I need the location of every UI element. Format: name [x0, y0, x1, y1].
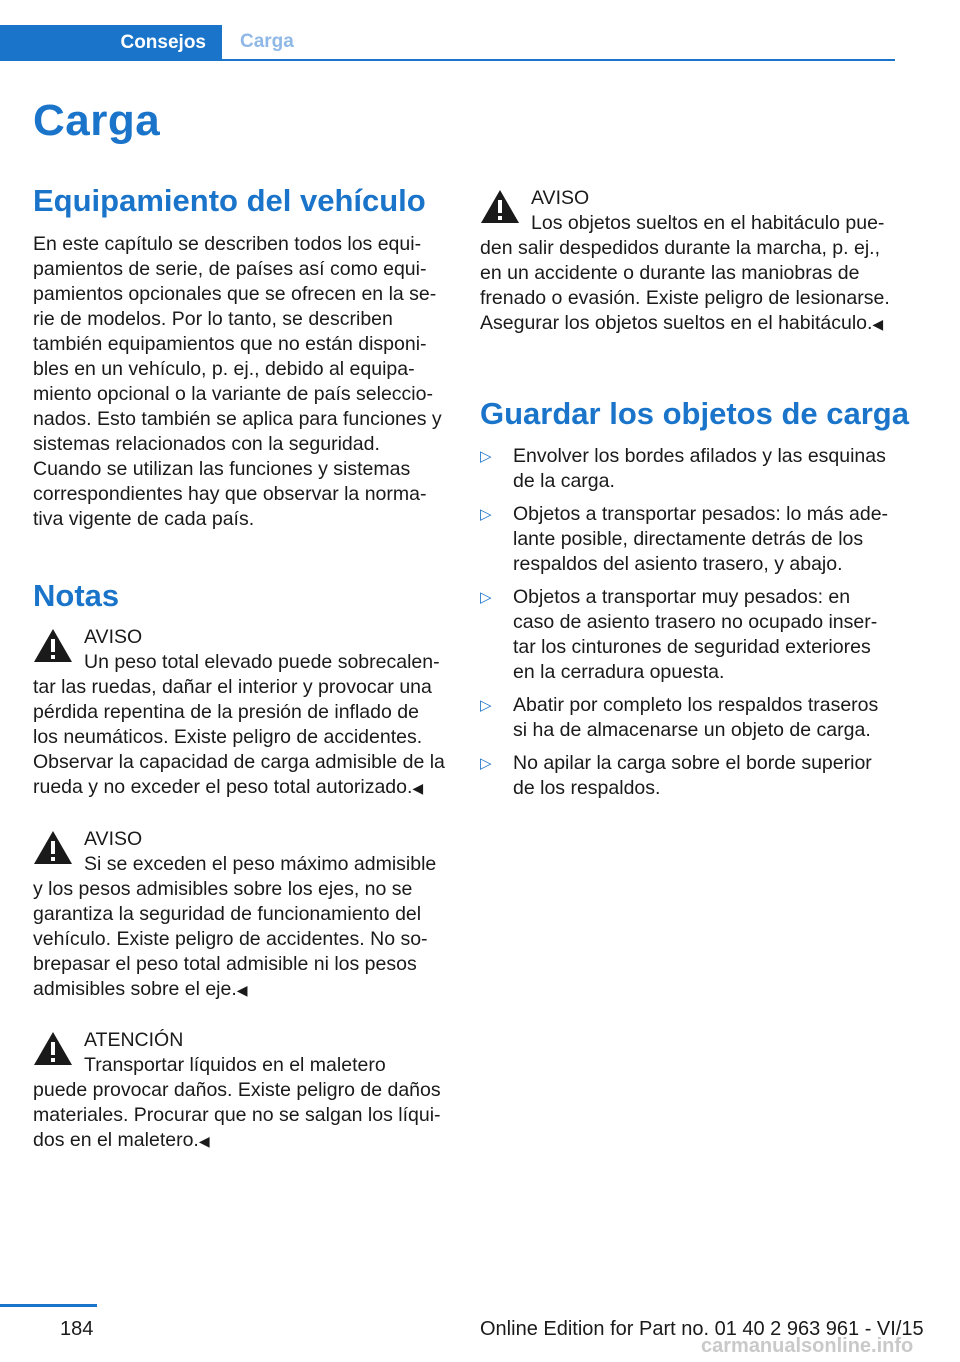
cargo-list: [480, 444, 895, 809]
end-mark-icon: ◀: [872, 316, 884, 332]
end-mark-icon: ◀: [236, 982, 248, 998]
list-item-text: Objetos a transportar pesados: lo más ade- lante posible, directamente detrás de los respaldos del asiento trasero, y abajo.: [513, 503, 889, 575]
triangle-bullet-icon: ▷: [480, 506, 492, 523]
warning-text: Transportar líquidos en el maletero puede provocar daños. Existe peligro de daños materiales. Procurar que no se salgan los líqui- dos en el maletero.◀: [33, 1054, 441, 1151]
list-item-text: No apilar la carga sobre el borde superior de los respaldos.: [513, 752, 872, 799]
warning-text: Un peso total elevado puede sobrecalen- tar las ruedas, dañar el interior y provocar una pérdida repentina de la presión de inflado de los neumáticos. Existe peligro de accidentes. Observar la capacidad de carga admisible de la rueda y no exceder el peso total autorizado.◀: [33, 651, 445, 798]
intro-paragraph: En este capítulo se describen todos los equi- pamientos de serie, de países así como equi- pamientos opcionales que se ofrecen en la se- rie de modelos. Por lo tanto, se describen también equipamientos que no están disponi- bles en un vehículo, p. ej., debido al equipa- miento opcional o la variante de país seleccio- nados. Esto también se aplica para funciones y sistemas relacionados con la seguridad. Cuando se utilizan las funciones y sistemas correspondientes hay que observar la norma- tiva vigente de cada país.: [33, 233, 442, 530]
list-item: [480, 444, 895, 494]
footer-edition: Online Edition for Part no. 01 40 2 963 961 - VI/15: [480, 1318, 924, 1340]
list-item: [480, 502, 895, 577]
warning-label: AVISO: [84, 626, 143, 648]
warning-label: AVISO: [531, 187, 590, 209]
page-title: Carga: [33, 96, 161, 145]
section-heading-notas: Notas: [33, 578, 120, 613]
list-item-text: Envolver los bordes afilados y las esquinas de la carga.: [513, 445, 886, 492]
warning-label: ATENCIÓN: [84, 1029, 184, 1051]
section-heading-equipamiento: Equipamiento del vehículo: [33, 183, 426, 218]
triangle-bullet-icon: ▷: [480, 697, 492, 714]
warning-text: Si se exceden el peso máximo admisible y los pesos admisibles sobre los ejes, no se garantiza la seguridad de funcionamiento del vehículo. Existe peligro de accidentes. No so- brepasar el peso total admisible ni los pesos admisibles sobre el eje.◀: [33, 853, 437, 1000]
list-item: [480, 585, 895, 685]
tab-carga[interactable]: Carga: [222, 25, 895, 61]
watermark: carmanualsonline.info: [701, 1335, 914, 1357]
header-bar: [0, 25, 895, 61]
end-mark-icon: ◀: [412, 780, 424, 796]
warning-text: Los objetos sueltos en el habitáculo pue- den salir despedidos durante la marcha, p. ej., en un accidente o durante las maniobras de frenado o evasión. Existe peligro de lesionarse. Asegurar los objetos sueltos en el habitáculo.◀: [480, 212, 890, 334]
list-item: [480, 693, 895, 743]
end-mark-icon: ◀: [198, 1133, 210, 1149]
list-item-text: Abatir por completo los respaldos traseros si ha de almacenarse un objeto de carga.: [513, 694, 879, 741]
page-number: 184: [60, 1318, 94, 1340]
warning-label: AVISO: [84, 828, 143, 850]
section-heading-guardar: Guardar los objetos de carga: [480, 396, 909, 431]
triangle-bullet-icon: ▷: [480, 589, 492, 606]
triangle-bullet-icon: ▷: [480, 448, 492, 465]
list-item: [480, 751, 895, 801]
tab-consejos[interactable]: Consejos: [0, 25, 222, 61]
triangle-bullet-icon: ▷: [480, 755, 492, 772]
footer-rule: [0, 1304, 97, 1307]
list-item-text: Objetos a transportar muy pesados: en caso de asiento trasero no ocupado inser- tar los cinturones de seguridad exteriores en la cerradura opuesta.: [513, 586, 878, 683]
